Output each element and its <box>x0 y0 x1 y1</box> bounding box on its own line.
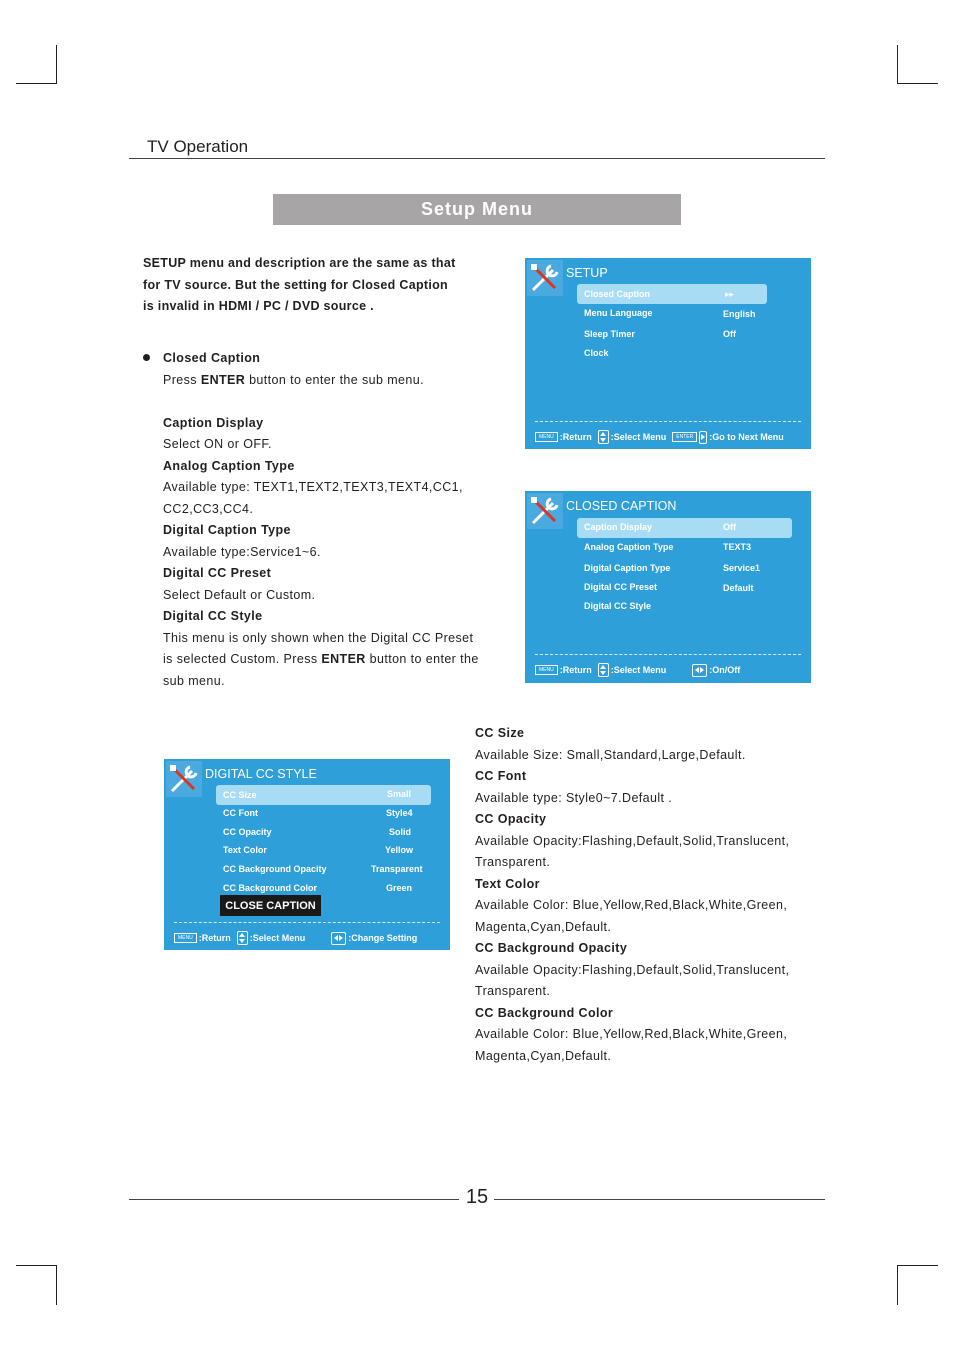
panel-title: SETUP <box>566 266 608 280</box>
item-heading: CC Font <box>475 769 527 783</box>
item-desc: Select ON or OFF. <box>163 437 272 451</box>
item-heading: Digital Caption Type <box>163 523 291 537</box>
page-title: Setup Menu <box>273 194 681 225</box>
menu-row-value: Solid <box>389 827 411 837</box>
bullet-icon <box>143 354 150 361</box>
intro-line: is invalid in HDMI / PC / DVD source . <box>143 299 374 314</box>
crop-mark <box>897 83 938 84</box>
section-header: TV Operation <box>147 137 249 156</box>
page-number: 15 <box>465 1186 489 1208</box>
menu-row-label[interactable]: CC Font <box>223 808 258 818</box>
menu-row-label[interactable]: Digital Caption Type <box>584 563 671 573</box>
divider <box>535 421 801 422</box>
item-desc: sub menu. <box>163 673 225 688</box>
menu-row-label[interactable]: Analog Caption Type <box>584 542 674 552</box>
change-hint: :Change Setting <box>348 933 418 943</box>
item-desc: Magenta,Cyan,Default. <box>475 1048 612 1063</box>
menu-row-value: Style4 <box>386 808 413 818</box>
item-heading: CC Size <box>475 726 525 740</box>
crop-mark <box>56 1265 57 1305</box>
menu-row-value: ▸▸ <box>725 289 735 299</box>
tools-icon <box>166 761 202 797</box>
select-hint: :Select Menu <box>610 665 667 675</box>
right-arrow-icon <box>699 431 707 444</box>
up-down-icon <box>598 663 609 677</box>
menu-row-label[interactable]: Text Color <box>223 845 267 855</box>
menu-key-icon: MENU <box>535 432 558 442</box>
tools-icon <box>527 493 563 529</box>
left-right-icon <box>692 664 707 677</box>
item-heading: Digital CC Style <box>163 609 263 623</box>
item-desc: CC2,CC3,CC4. <box>163 501 254 516</box>
item-desc: Magenta,Cyan,Default. <box>475 919 612 934</box>
menu-row-value: TEXT3 <box>723 542 752 552</box>
menu-footer <box>535 663 807 677</box>
item-heading: Digital CC Preset <box>163 566 272 580</box>
select-hint: :Select Menu <box>610 432 667 442</box>
item-heading: Analog Caption Type <box>163 458 295 473</box>
close-caption-button[interactable]: CLOSE CAPTION <box>220 895 321 916</box>
crop-mark <box>897 1265 938 1266</box>
item-desc: Available type: TEXT1,TEXT2,TEXT3,TEXT4,CC1, <box>163 480 463 494</box>
menu-key-icon: MENU <box>174 933 197 943</box>
right-descriptions <box>475 723 825 1067</box>
item-desc: Transparent. <box>475 984 551 998</box>
item-desc: Available Opacity:Flashing,Default,Solid,Translucent, <box>475 962 790 977</box>
setup-menu-panel <box>525 258 811 449</box>
menu-row-label[interactable]: Closed Caption <box>584 289 651 299</box>
closed-caption-heading: Closed Caption <box>163 351 261 365</box>
menu-footer <box>535 430 807 444</box>
item-desc: Available Color: Blue,Yellow,Red,Black,White,Green, <box>475 1027 788 1041</box>
item-desc: Transparent. <box>475 855 551 869</box>
item-heading: CC Background Color <box>475 1005 614 1020</box>
item-desc: Available Size: Small,Standard,Large,Default. <box>475 747 746 762</box>
divider <box>535 654 801 655</box>
left-descriptions <box>163 348 503 692</box>
menu-row-value: Small <box>387 789 412 799</box>
crop-mark <box>897 45 898 83</box>
menu-row-label[interactable]: Sleep Timer <box>584 329 635 339</box>
item-desc: Available Opacity:Flashing,Default,Solid,Translucent, <box>475 833 790 848</box>
menu-row-label[interactable]: Digital CC Preset <box>584 582 658 592</box>
return-hint: :Return <box>198 933 231 943</box>
up-down-icon <box>598 430 609 444</box>
panel-title: CLOSED CAPTION <box>566 499 677 513</box>
intro-line: SETUP menu and description are the same as that <box>143 256 456 270</box>
item-heading: CC Opacity <box>475 812 547 826</box>
item-desc: Select Default or Custom. <box>163 587 316 602</box>
menu-row-value: Yellow <box>385 845 414 855</box>
enter-key-icon: ENTER <box>672 432 697 442</box>
menu-footer <box>174 931 446 945</box>
menu-key-icon: MENU <box>535 665 558 675</box>
menu-row-value: Default <box>723 583 754 593</box>
item-desc: Available type: Style0~7.Default . <box>475 790 673 805</box>
intro-text <box>143 253 493 318</box>
item-heading: CC Background Opacity <box>475 941 628 955</box>
crop-mark <box>16 1265 57 1266</box>
footer-rule-right <box>494 1199 825 1200</box>
item-desc: This menu is only shown when the Digital CC Preset <box>163 630 474 645</box>
menu-row-label[interactable]: CC Background Opacity <box>223 864 327 874</box>
header-rule <box>129 158 825 159</box>
intro-line: for TV source. But the setting for Closed Caption <box>143 277 448 292</box>
footer-rule-left <box>129 1199 459 1200</box>
menu-row-value: Off <box>723 522 736 532</box>
menu-row-label[interactable]: CC Size <box>223 790 257 800</box>
item-desc: Available type:Service1~6. <box>163 544 321 559</box>
closed-caption-desc: Press ENTER button to enter the sub menu. <box>163 372 424 387</box>
digital-cc-style-menu-panel <box>164 759 450 950</box>
item-desc: is selected Custom. Press ENTER button to enter the <box>163 652 479 666</box>
menu-row-value: Off <box>723 329 736 339</box>
return-hint: :Return <box>559 665 592 675</box>
crop-mark <box>897 1265 898 1305</box>
return-hint: :Return <box>559 432 592 442</box>
menu-row-label[interactable]: Digital CC Style <box>584 601 652 611</box>
menu-row-label[interactable]: CC Background Color <box>223 883 318 893</box>
menu-row-value: Transparent <box>371 864 423 874</box>
left-right-icon <box>331 932 346 945</box>
up-down-icon <box>237 931 248 945</box>
menu-row-value: Green <box>386 883 413 893</box>
menu-row-label[interactable]: Menu Language <box>584 308 653 318</box>
panel-title: DIGITAL CC STYLE <box>205 767 317 781</box>
onoff-hint: :On/Off <box>709 665 741 675</box>
tools-icon <box>527 260 563 296</box>
closed-caption-menu-panel <box>525 491 811 683</box>
menu-row-label[interactable]: Caption Display <box>584 522 653 532</box>
menu-row-value: Service1 <box>723 563 761 573</box>
crop-mark <box>56 45 57 83</box>
item-heading: Caption Display <box>163 415 264 430</box>
crop-mark <box>16 83 57 84</box>
item-heading: Text Color <box>475 876 540 891</box>
divider <box>174 922 440 923</box>
menu-row-label[interactable]: CC Opacity <box>223 827 272 837</box>
item-desc: Available Color: Blue,Yellow,Red,Black,White,Green, <box>475 898 788 912</box>
menu-row-label[interactable]: Clock <box>584 348 609 358</box>
next-hint: :Go to Next Menu <box>709 432 784 442</box>
select-hint: :Select Menu <box>249 933 306 943</box>
menu-row-value: English <box>723 309 756 319</box>
